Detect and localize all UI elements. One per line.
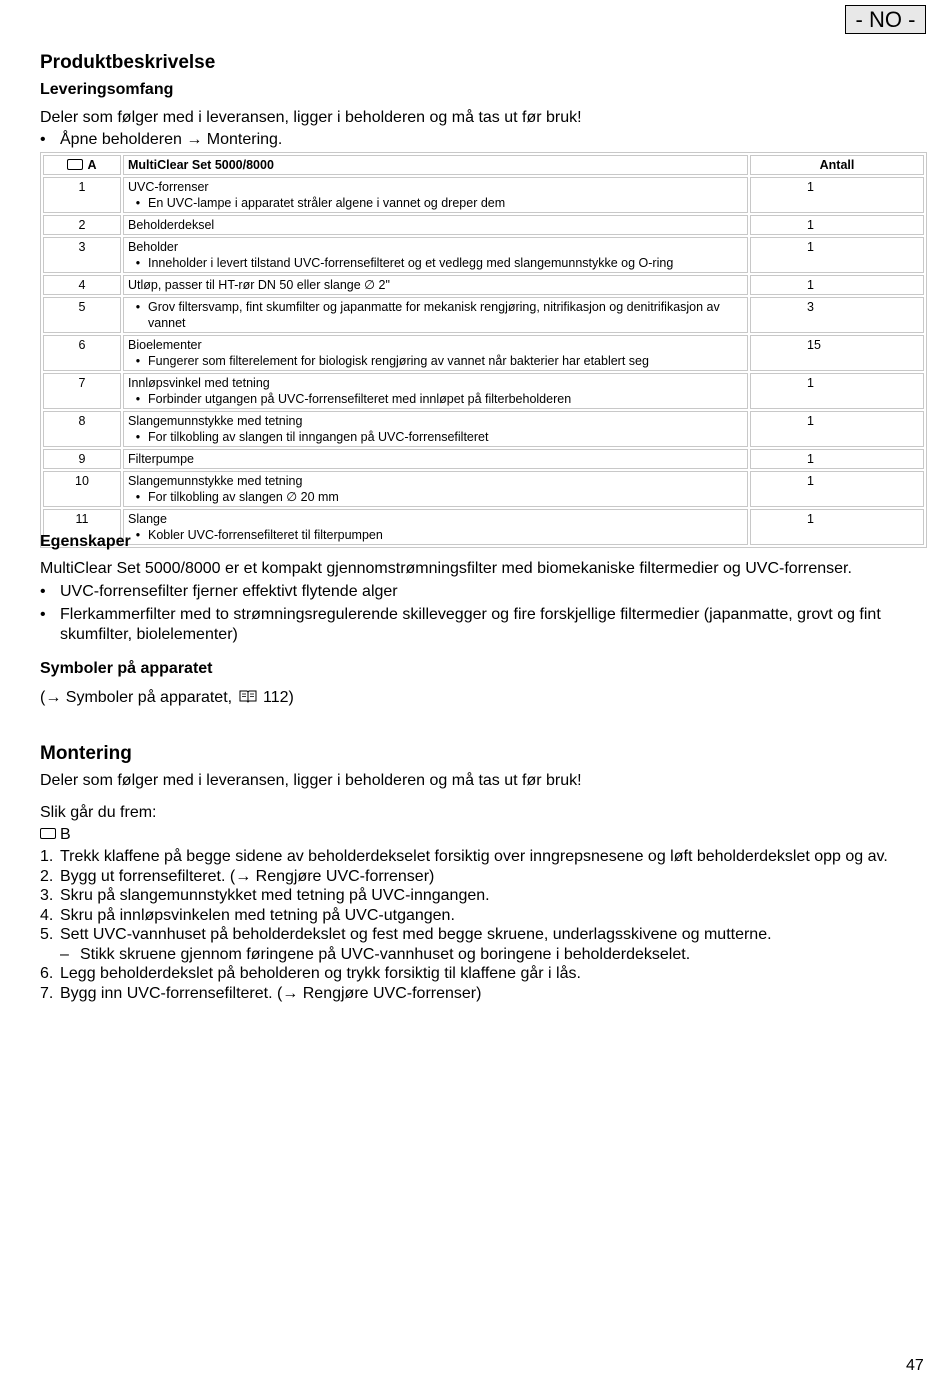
figure-icon — [40, 828, 56, 839]
item-name: Slangemunnstykke med tetning — [128, 414, 303, 428]
bullet-icon: • — [135, 256, 141, 270]
table-header-fig: A — [43, 155, 121, 175]
bullet-icon: • — [135, 392, 141, 406]
item-description — [123, 275, 748, 295]
table-row — [43, 411, 924, 447]
step-number: 4. — [40, 906, 54, 924]
symbols-reference — [40, 688, 294, 708]
table-row — [43, 297, 924, 333]
step-text: Sett UVC-vannhuset på beholderdekslet og fest med begge skruene, underlagsskivene og mutterne. — [60, 926, 772, 943]
step-text: Bygg inn UVC-forrensefilteret. (→ Rengjøre UVC-forrenser) — [60, 984, 482, 1002]
features-bullet-1 — [40, 582, 927, 602]
item-name: Slangemunnstykke med tetning — [128, 474, 303, 488]
item-description — [123, 449, 748, 469]
table-row — [43, 449, 924, 469]
table-row — [43, 275, 924, 295]
step-item — [40, 906, 927, 926]
item-quantity: 15 — [750, 335, 924, 371]
step-item — [40, 867, 927, 887]
bullet-icon: • — [135, 300, 141, 314]
item-name: Beholder — [128, 240, 179, 254]
item-detail-text: For tilkobling av slangen til inngangen på UVC-forrensefilteret — [148, 430, 489, 444]
assembly-figure-ref — [40, 825, 71, 845]
item-detail — [128, 391, 743, 407]
item-quantity: 1 — [750, 177, 924, 213]
item-number: 1 — [43, 177, 121, 213]
bullet-icon: • — [40, 606, 46, 623]
features-bullet-2 — [40, 605, 927, 644]
table-row — [43, 509, 924, 545]
item-number: 11 — [43, 509, 121, 545]
features-heading: Egenskaper — [40, 533, 131, 550]
item-name: Bioelementer — [128, 338, 202, 352]
item-number: 5 — [43, 297, 121, 333]
table-header-qty: Antall — [750, 155, 924, 175]
step-number: 6. — [40, 965, 54, 982]
item-name: Beholderdeksel — [128, 218, 215, 232]
step-text: Bygg ut forrensefilteret. (→ Rengjøre UVC-forrenser) — [60, 867, 435, 885]
item-quantity: 1 — [750, 373, 924, 409]
item-description — [123, 335, 748, 371]
item-description — [123, 237, 748, 273]
table-row — [43, 177, 924, 213]
bullet-icon: • — [135, 430, 141, 444]
step-item — [40, 925, 927, 945]
item-name: Filterpumpe — [128, 452, 194, 466]
item-description — [123, 373, 748, 409]
item-description — [123, 297, 748, 333]
item-detail-text: For tilkobling av slangen ∅ 20 mm — [148, 490, 339, 504]
item-detail-text: Inneholder i levert tilstand UVC-forrensefilteret og et vedlegg med slangemunnstykke og O-ring — [148, 256, 674, 270]
symbols-ref-page: 112) — [263, 689, 294, 706]
page-number: 47 — [906, 1357, 924, 1374]
step-item — [40, 984, 927, 1004]
item-description — [123, 411, 748, 447]
item-number: 3 — [43, 237, 121, 273]
item-detail-text: En UVC-lampe i apparatet stråler algene i vannet og dreper dem — [148, 196, 506, 210]
item-quantity: 1 — [750, 411, 924, 447]
item-number: 10 — [43, 471, 121, 507]
step-number: 5. — [40, 926, 54, 943]
bullet-icon: • — [135, 528, 141, 542]
item-name: Innløpsvinkel med tetning — [128, 376, 270, 390]
item-quantity: 3 — [750, 297, 924, 333]
table-row — [43, 471, 924, 507]
item-number: 8 — [43, 411, 121, 447]
delivery-text: Deler som følger med i leveransen, ligger i beholderen og må tas ut før bruk! — [40, 109, 582, 126]
item-quantity: 1 — [750, 471, 924, 507]
table-row — [43, 215, 924, 235]
step-text: Legg beholderdekslet på beholderen og trykk forsiktig til klaffene går i lås. — [60, 965, 581, 982]
item-detail-text: Kobler UVC-forrensefilteret til filterpumpen — [148, 528, 383, 542]
item-description — [123, 177, 748, 213]
item-number: 2 — [43, 215, 121, 235]
table-header-row — [43, 155, 924, 175]
item-name: UVC-forrenser — [128, 180, 209, 194]
language-tab: - NO - — [845, 5, 926, 34]
item-detail-text: Grov filtersvamp, fint skumfilter og japanmatte for mekanisk rengjøring, nitrifikasjon og denitrifikasjon av vannet — [148, 300, 720, 330]
step-text: Stikk skruene gjennom føringene på UVC-vannhuset og boringene i beholderdekselet. — [80, 945, 691, 963]
table-row — [43, 335, 924, 371]
step-text: Trekk klaffene på begge sidene av beholderdekselet forsiktig over inngrepsnesene og løft beholderdekslet opp og av. — [60, 848, 888, 865]
item-quantity: 1 — [750, 215, 924, 235]
table-header-name: MultiClear Set 5000/8000 — [123, 155, 748, 175]
item-description — [123, 215, 748, 235]
item-detail — [128, 255, 743, 271]
item-quantity: 1 — [750, 449, 924, 469]
delivery-table — [40, 152, 927, 548]
step-number: 3. — [40, 887, 54, 904]
item-detail — [128, 429, 743, 445]
item-number: 4 — [43, 275, 121, 295]
step-number: 2. — [40, 867, 54, 885]
item-detail — [128, 489, 743, 505]
item-number: 9 — [43, 449, 121, 469]
item-name: Utløp, passer til HT-rør DN 50 eller slange ∅ 2" — [128, 278, 390, 292]
item-quantity: 1 — [750, 237, 924, 273]
bullet-icon: • — [40, 583, 46, 600]
item-name: Slange — [128, 512, 167, 526]
item-detail-text: Forbinder utgangen på UVC-forrensefilteret med innløpet på filterbeholderen — [148, 392, 572, 406]
item-number: 6 — [43, 335, 121, 371]
assembly-how: Slik går du frem: — [40, 804, 157, 821]
step-text: Skru på innløpsvinkelen med tetning på UVC-utgangen. — [60, 906, 455, 924]
item-detail — [128, 195, 743, 211]
item-description — [123, 509, 748, 545]
bullet-icon: • — [135, 354, 141, 368]
item-detail-text: Fungerer som filterelement for biologisk rengjøring av vannet når bakterier har etablert seg — [148, 354, 649, 368]
item-quantity: 1 — [750, 509, 924, 545]
step-number: 7. — [40, 984, 54, 1002]
step-item — [40, 886, 927, 906]
step-text: Skru på slangemunnstykket med tetning på UVC-inngangen. — [60, 887, 490, 904]
features-bullet-text: UVC-forrensefilter fjerner effektivt flytende alger — [60, 583, 398, 600]
delivery-bullet — [40, 130, 282, 150]
item-quantity: 1 — [750, 275, 924, 295]
section-title-assembly: Montering — [40, 743, 132, 764]
table-row — [43, 373, 924, 409]
item-detail — [128, 299, 743, 331]
section-title-product: Produktbeskrivelse — [40, 52, 216, 73]
item-description — [123, 471, 748, 507]
book-icon — [239, 689, 257, 703]
features-intro: MultiClear Set 5000/8000 er et kompakt gjennomstrømningsfilter med biomekaniske filtermedier og UVC-forrenser. — [40, 560, 852, 577]
table-row — [43, 237, 924, 273]
symbols-ref-text: (→ Symboler på apparatet, — [40, 689, 233, 706]
assembly-intro: Deler som følger med i leveransen, ligger i beholderen og må tas ut før bruk! — [40, 772, 582, 789]
bullet-icon: • — [135, 196, 141, 210]
assembly-fig-label: B — [60, 826, 71, 843]
features-bullet-text: Flerkammerfilter med to strømningsregulerende skillevegger og fire forskjellige filtermedier (japanmatte, grovt og fint skumfilter, biolelementer) — [60, 606, 881, 643]
step-number: 1. — [40, 848, 54, 865]
step-marker: – — [60, 945, 69, 963]
delivery-heading: Leveringsomfang — [40, 81, 174, 98]
item-detail — [128, 353, 743, 369]
figure-icon — [67, 159, 83, 170]
step-substep — [40, 945, 927, 965]
item-number: 7 — [43, 373, 121, 409]
step-item — [40, 847, 927, 867]
bullet-icon: • — [40, 131, 46, 148]
bullet-icon: • — [135, 490, 141, 504]
delivery-bullet-text: Åpne beholderen → Montering. — [60, 131, 283, 148]
symbols-heading: Symboler på apparatet — [40, 660, 213, 677]
step-item — [40, 964, 927, 984]
item-detail — [128, 527, 743, 543]
assembly-steps — [40, 847, 927, 1003]
